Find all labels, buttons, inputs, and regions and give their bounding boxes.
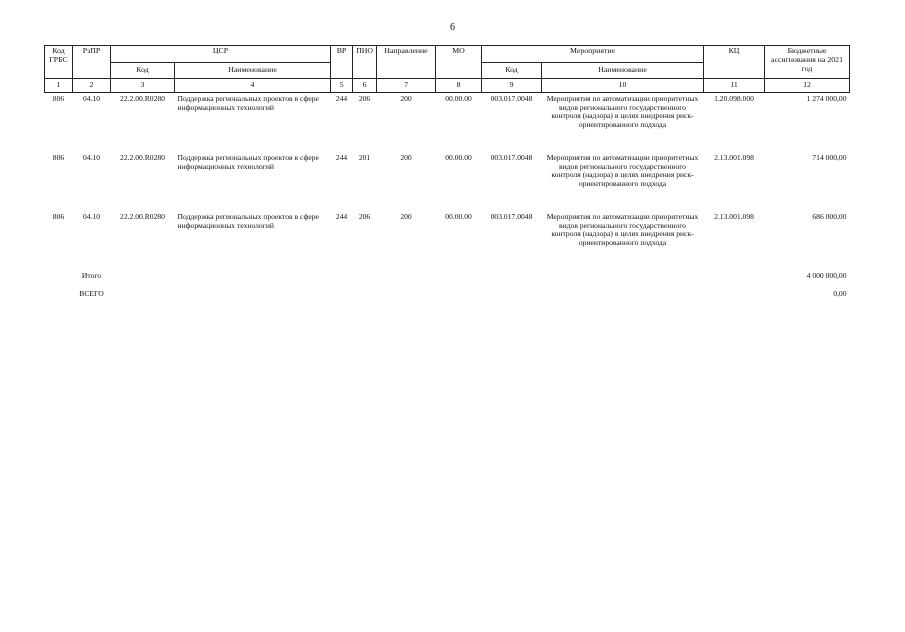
cell-rzpr: 04.10	[82, 153, 101, 162]
column-number: 6	[353, 79, 377, 93]
grand-total-amount: 0,00	[833, 289, 847, 298]
cell-csr-name: Поддержка региональных проектов в сфере информационных технологий	[177, 94, 319, 112]
cell-grbs: 806	[52, 94, 65, 103]
header-csr-name: Наименование	[175, 63, 331, 79]
column-numbers-row	[45, 79, 850, 93]
cell-direction: 200	[400, 212, 412, 221]
column-number: 4	[175, 79, 331, 93]
header-rzpr: РзПР	[73, 46, 111, 79]
cell-mo: 00.00.00	[445, 212, 472, 221]
grand-total-row	[45, 288, 850, 306]
header-event-code: Код	[482, 63, 542, 79]
column-number: 9	[482, 79, 542, 93]
header-mo: МО	[436, 46, 482, 79]
cell-kc: 2.13.001.098	[714, 212, 754, 221]
column-number: 10	[542, 79, 704, 93]
header-event: Мероприятие	[482, 46, 704, 63]
cell-csr-code: 22.2.00.R0280	[120, 94, 165, 103]
column-number: 5	[331, 79, 353, 93]
cell-direction: 200	[400, 153, 412, 162]
cell-event-code: 003.017.0048	[490, 153, 533, 162]
cell-event-name: Мероприятия по автоматизации приоритетных видов регионального государственного контроля (надзора) в целях внедрения риск-ориентированного подхода	[546, 212, 699, 248]
column-number: 2	[73, 79, 111, 93]
cell-vr: 244	[335, 94, 348, 103]
table-row	[45, 93, 850, 153]
header-csr: ЦСР	[111, 46, 331, 63]
cell-direction: 200	[400, 94, 412, 103]
cell-mo: 00.00.00	[445, 153, 472, 162]
cell-vr: 244	[335, 212, 348, 221]
cell-event-name: Мероприятия по автоматизации приоритетных видов регионального государственного контроля (надзора) в целях внедрения риск-ориентированного подхода	[546, 94, 699, 130]
column-number: 1	[45, 79, 73, 93]
cell-csr-name: Поддержка региональных проектов в сфере информационных технологий	[177, 212, 319, 230]
cell-rzpr: 04.10	[82, 94, 101, 103]
cell-csr-code: 22.2.00.R0280	[120, 212, 165, 221]
table-header	[45, 46, 850, 93]
header-pno: ПНО	[353, 46, 377, 79]
grand-total-label: ВСЕГО	[79, 289, 104, 298]
column-number: 12	[765, 79, 850, 93]
total-label: Итого	[81, 271, 102, 280]
cell-pno: 206	[358, 94, 371, 103]
cell-vr: 244	[335, 153, 348, 162]
header-budget: Бюджетные ассигнования на 2021 год	[765, 46, 850, 79]
header-kc: КЦ	[704, 46, 765, 79]
cell-amount: 686 000,00	[812, 212, 847, 221]
cell-csr-name: Поддержка региональных проектов в сфере информационных технологий	[177, 153, 319, 171]
cell-event-code: 003.017.0048	[490, 212, 533, 221]
cell-kc: 2.13.001.098	[714, 153, 754, 162]
cell-pno: 206	[358, 212, 371, 221]
table-row	[45, 152, 850, 211]
header-csr-code: Код	[111, 63, 175, 79]
column-number: 7	[377, 79, 436, 93]
cell-csr-code: 22.2.00.R0280	[120, 153, 165, 162]
cell-rzpr: 04.10	[82, 212, 101, 221]
cell-mo: 00.00.00	[445, 94, 472, 103]
header-direction: Направление	[377, 46, 436, 79]
cell-grbs: 806	[52, 153, 65, 162]
cell-event-code: 003.017.0048	[490, 94, 533, 103]
header-grbs: Код ГРБС	[45, 46, 73, 79]
table-body	[45, 93, 850, 307]
column-number: 8	[436, 79, 482, 93]
cell-grbs: 806	[52, 212, 65, 221]
cell-kc: 1.20.098.000	[714, 94, 754, 103]
total-row	[45, 270, 850, 288]
header-vr: ВР	[331, 46, 353, 79]
page-number: 6	[450, 22, 455, 33]
column-number: 11	[704, 79, 765, 93]
header-event-name: Наименование	[542, 63, 704, 79]
cell-amount: 714 000,00	[812, 153, 847, 162]
column-number: 3	[111, 79, 175, 93]
budget-allocation-table	[44, 45, 850, 306]
cell-amount: 1 274 000,00	[806, 94, 847, 103]
total-amount: 4 000 000,00	[806, 271, 847, 280]
cell-pno: 201	[358, 153, 371, 162]
table-row	[45, 211, 850, 270]
cell-event-name: Мероприятия по автоматизации приоритетных видов регионального государственного контроля (надзора) в целях внедрения риск-ориентированного подхода	[546, 153, 699, 189]
